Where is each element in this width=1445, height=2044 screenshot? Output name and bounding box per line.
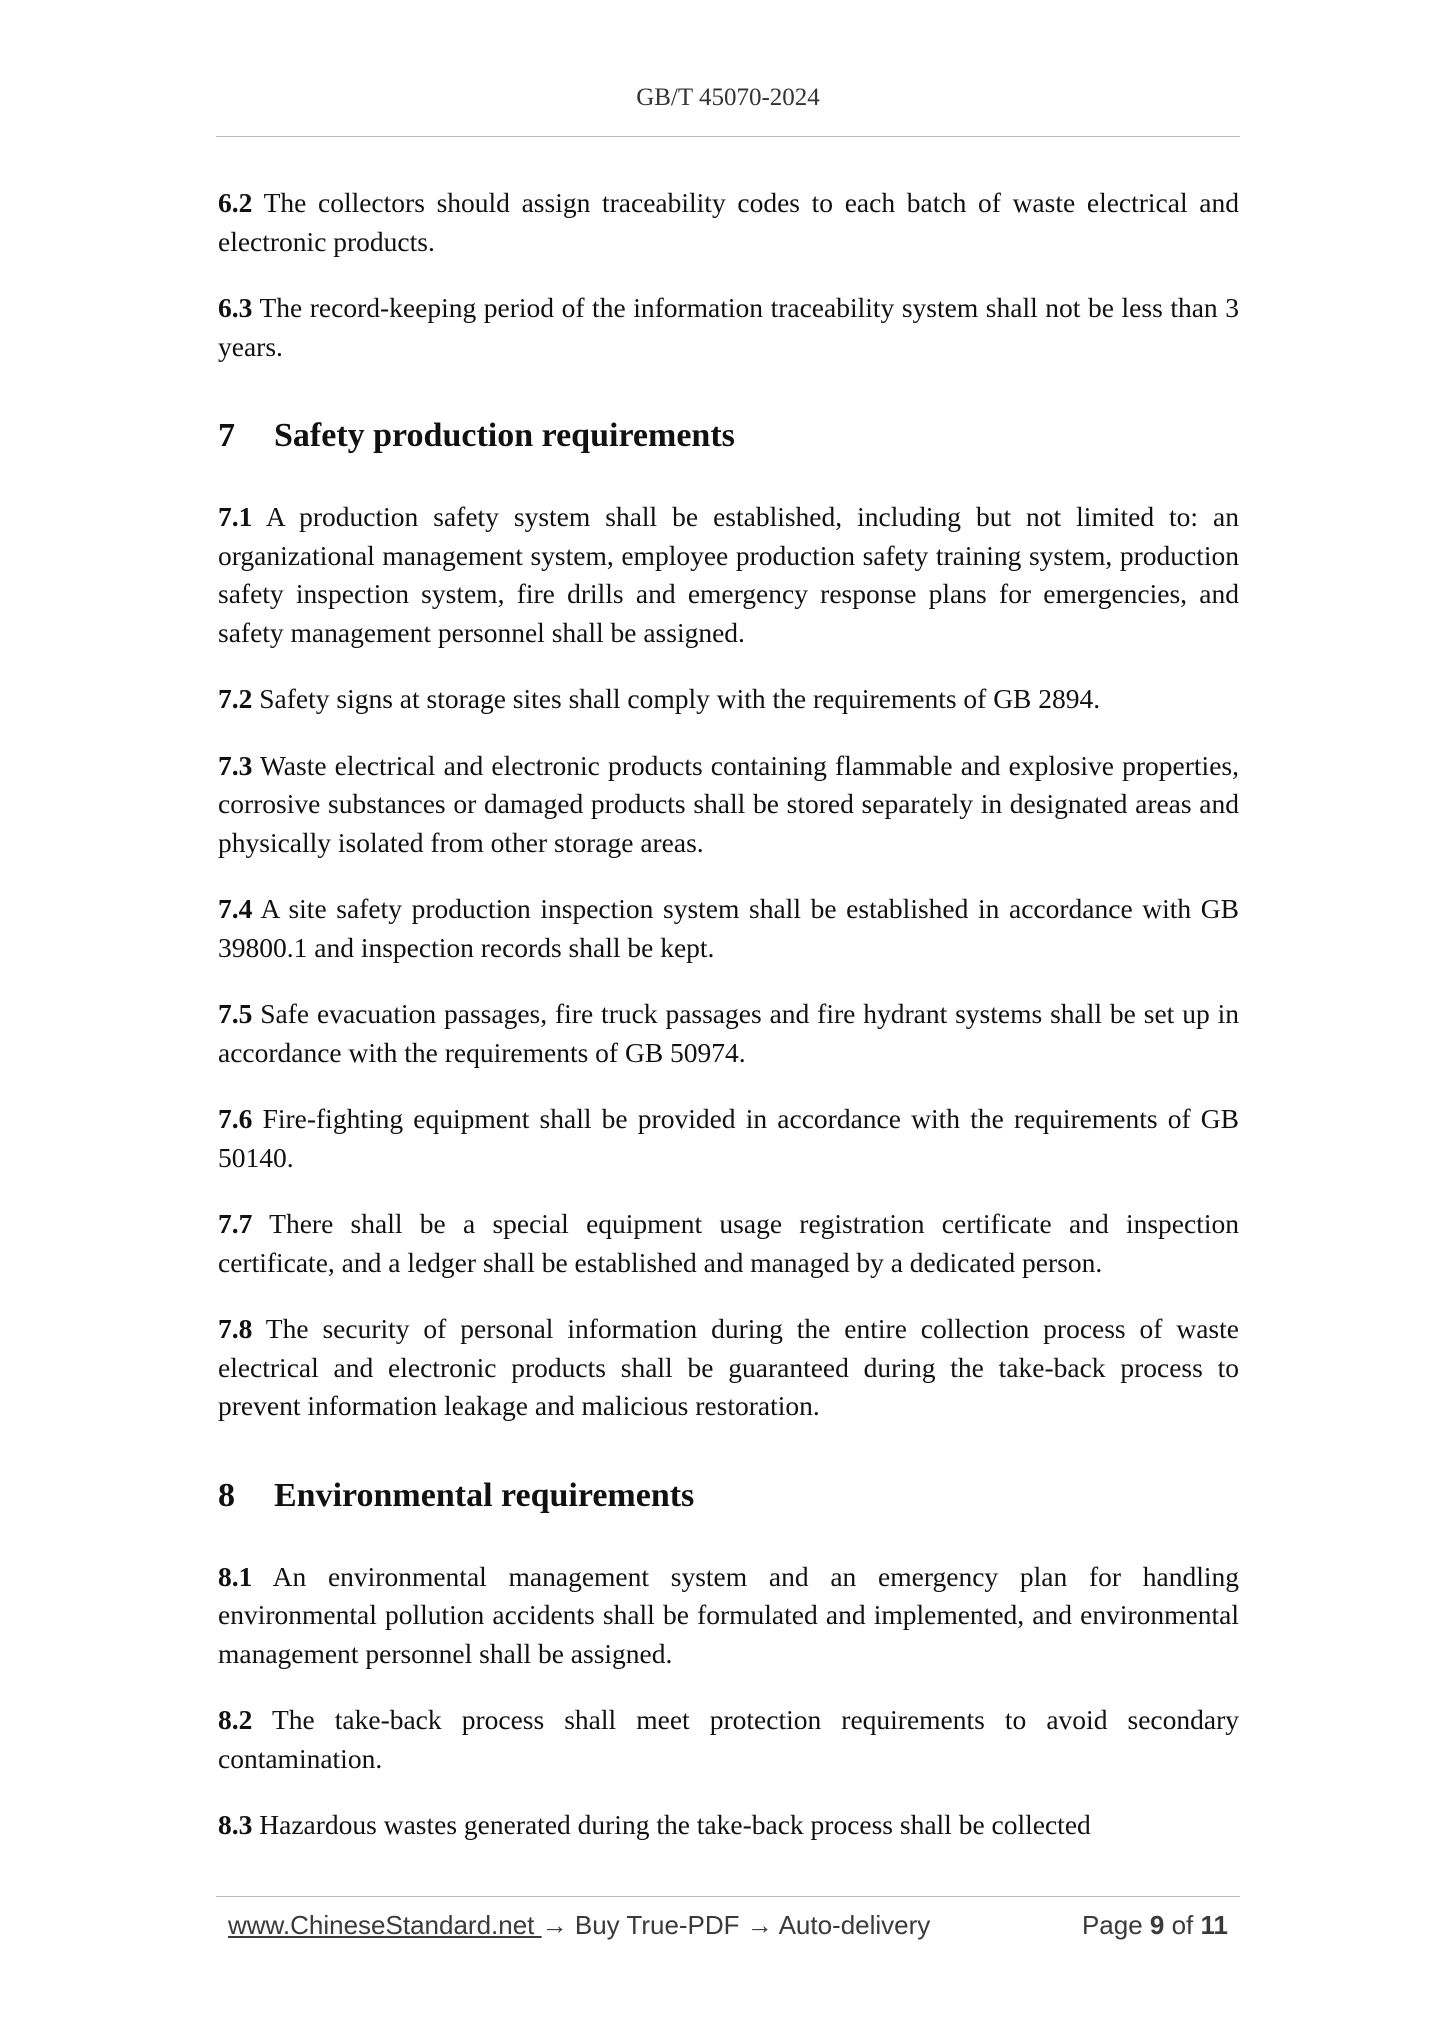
section-number: 7 [218, 417, 235, 454]
clause-number: 8.3 [218, 1809, 253, 1840]
clause-7-2 [218, 680, 1239, 719]
clause-number: 7.1 [218, 501, 253, 532]
clause-number: 7.5 [218, 998, 253, 1029]
clause-number: 8.2 [218, 1704, 253, 1735]
clause-text: There shall be a special equipment usage registration certificate and inspection certificate, and a ledger shall be established and managed by a dedicated person. [218, 1208, 1239, 1278]
arrow-right-icon: → [541, 1910, 568, 1940]
clause-7-6 [218, 1100, 1239, 1177]
clause-7-7 [218, 1205, 1239, 1282]
clause-number: 8.1 [218, 1560, 253, 1592]
clause-text: The security of personal information during the entire collection process of waste electrical and electronic products shall be guaranteed during the take-back process to prevent information leakage and malicious restoration. [218, 1313, 1239, 1421]
total-pages: 11 [1200, 1910, 1228, 1940]
clause-text: The collectors should assign traceability codes to each batch of waste electrical and electronic products. [218, 187, 1239, 257]
clause-7-8 [218, 1310, 1239, 1426]
section-title: Environmental requirements [274, 1476, 695, 1514]
clause-text: Safety signs at storage sites shall comply with the requirements of GB 2894. [259, 683, 1101, 714]
clause-number: 6.3 [218, 292, 253, 323]
page-number-indicator [1082, 1910, 1228, 1941]
clause-text: The take-back process shall meet protection requirements to avoid secondary contamination. [218, 1704, 1239, 1774]
section-heading-8 [218, 1474, 1239, 1518]
clause-6-3 [218, 289, 1239, 366]
clause-8-1 [218, 1558, 1239, 1674]
buy-pdf-text: Buy True-PDF [567, 1910, 747, 1940]
clause-text: A production safety system shall be established, including but not limited to: an organizational management system, employee production safety training system, production safety inspection system, fire drills and emergency response plans for emergencies, and safety management personnel shall be assigned. [218, 501, 1239, 648]
page-footer [228, 1910, 1228, 1941]
website-link[interactable]: www.ChineseStandard.net [228, 1910, 542, 1940]
clause-text: A site safety production inspection system shall be established in accordance with GB 39800.1 and inspection records shall be kept. [218, 893, 1240, 963]
header-divider [216, 136, 1240, 137]
section-heading-7 [218, 414, 1239, 458]
clause-7-5 [218, 995, 1239, 1072]
clause-7-4 [218, 890, 1239, 967]
clause-7-3 [218, 747, 1239, 863]
current-page: 9 [1149, 1910, 1165, 1940]
clause-7-1 [218, 498, 1239, 652]
clause-number: 7.6 [218, 1103, 253, 1134]
clause-number: 7.4 [218, 893, 253, 924]
clause-number: 7.7 [218, 1208, 253, 1239]
clause-text: Fire-fighting equipment shall be provided in accordance with the requirements of GB 50140. [218, 1103, 1240, 1173]
clause-8-2 [218, 1701, 1239, 1778]
clause-number: 6.2 [218, 187, 253, 218]
clause-text: An environmental management system and an emergency plan for handling environmental pollution accidents shall be formulated and implemented, and environmental management personnel shall be assigned. [218, 1560, 1240, 1669]
page-word: Page [1081, 1910, 1150, 1940]
clause-text: Hazardous wastes generated during the take-back process shall be collected [259, 1809, 1091, 1840]
arrow-right-icon: → [746, 1910, 773, 1940]
document-body [218, 184, 1239, 1873]
of-word: of [1164, 1910, 1201, 1940]
clause-text: Waste electrical and electronic products containing flammable and explosive properties, corrosive substances or damaged products shall be stored separately in designated areas and physically isolated from other storage areas. [218, 749, 1239, 858]
clause-number: 7.3 [218, 749, 253, 781]
section-number: 8 [218, 1476, 235, 1514]
clause-number: 7.2 [218, 683, 253, 714]
document-code-header: GB/T 45070-2024 [636, 84, 820, 111]
clause-text: Safe evacuation passages, fire truck passages and fire hydrant systems shall be set up in accordance with the requirements of GB 50974. [218, 998, 1239, 1068]
section-title: Safety production requirements [274, 417, 735, 454]
clause-6-2 [218, 184, 1239, 261]
footer-divider [216, 1896, 1240, 1897]
clause-number: 7.8 [218, 1313, 253, 1344]
clause-text: The record-keeping period of the information traceability system shall not be less than 3 years. [218, 292, 1239, 362]
auto-delivery-text: Auto-delivery [772, 1910, 931, 1940]
clause-8-3 [218, 1806, 1239, 1845]
